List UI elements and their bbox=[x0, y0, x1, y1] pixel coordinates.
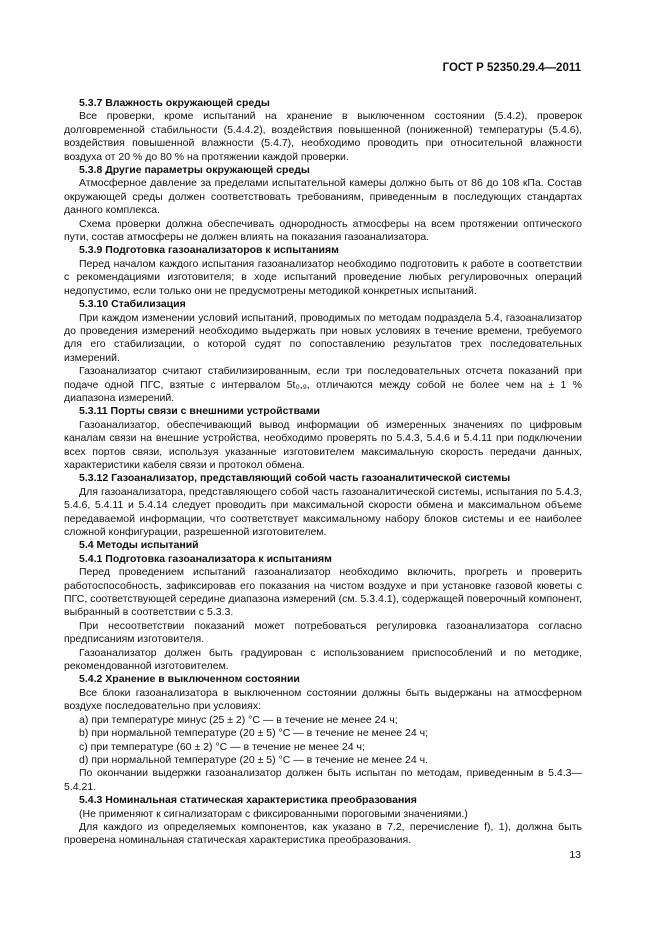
paragraph: Схема проверки должна обеспечивать однородность атмосферы на всем протяжении оптического пути, состав атмосферы не должен влиять на показания газоанализатора. bbox=[64, 217, 582, 244]
section-heading: 5.3.10 Стабилизация bbox=[79, 298, 186, 311]
paragraph: Для газоанализатора, представляющего собой часть газоаналитической системы, испытания по 5.4.3, 5.4.6, 5.4.11 и 5.4.14 следует проводить при максимальной скорости обмена и максимальном объеме передаваемой информации, что соответствует максимальному набору блоков системы и ее наиболее сложной конфигурации, разрешенной изготовителем. bbox=[64, 485, 582, 538]
paragraph: Все проверки, кроме испытаний на хранение в выключенном состоянии (5.4.2), проверок долговременной стабильности (5.4.4.2), воздействия повышенной (пониженной) температуры (5.4.6), воздействия повышенной влажности (5.4.7), необходимо проводить при относительной влажности воздуха от 20 % до 80 % на протяжении каждой проверки. bbox=[64, 110, 582, 163]
paragraph: При каждом изменении условий испытаний, проводимых по методам подраздела 5.4, газоанализатор до проведения измерений необходимо выдержать при новых условиях в течение времени, требуемого для его стабилизации, о которой судят по сопоставлению результатов трех последовательных измерений. bbox=[64, 311, 582, 364]
paragraph: Газоанализатор считают стабилизированным, если три последовательных отсчета показаний при подаче одной ПГС, взятые с интервалом 5t₀,₉, отличаются между собой не более чем на ± 1 % диапазона измерений. bbox=[64, 365, 582, 404]
section-heading: 5.4.2 Хранение в выключенном состоянии bbox=[79, 673, 300, 686]
paragraph: Перед проведением испытаний газоанализатор необходимо включить, прогреть и проверить работоспособность, зафиксировав его показания на чистом воздухе и при установке газовой кюветы с ПГС, соответствующей середине диапазона измерений (см. 5.3.4.1), содержащей поверочный компонент, выбранный в соответствии с 5.3.3. bbox=[64, 566, 582, 619]
section-heading: 5.4 Методы испытаний bbox=[79, 539, 199, 552]
section-heading: 5.4.3 Номинальная статическая характеристика преобразования bbox=[79, 794, 417, 807]
paragraph: (Не применяют к сигнализаторам с фиксированными пороговыми значениями.) bbox=[79, 807, 468, 820]
list-item: c) при температуре (60 ± 2) °C — в течение не менее 24 ч; bbox=[79, 740, 365, 753]
paragraph: Газоанализатор, обеспечивающий вывод информации об измеренных значениях по цифровым каналам связи на внешние устройства, необходимо проверять по 5.4.3, 5.4.6 и 5.4.11 при подключении всех портов связи, используя указанные изготовителем максимальную скорость передачи данных, характеристики кабеля связи и протокол обмена. bbox=[64, 418, 582, 471]
section-heading: 5.3.11 Порты связи с внешними устройствами bbox=[79, 405, 320, 418]
section-heading: 5.3.12 Газоанализатор, представляющий собой часть газоаналитической системы bbox=[79, 472, 511, 485]
section-heading: 5.3.7 Влажность окружающей среды bbox=[79, 97, 270, 109]
paragraph: При несоответствии показаний может потребоваться регулировка газоанализатора согласно предписаниям изготовителя. bbox=[64, 619, 582, 646]
list-item: d) при нормальной температуре (20 ± 5) °C — в течение не менее 24 ч. bbox=[79, 753, 429, 766]
section-heading: 5.3.8 Другие параметры окружающей среды bbox=[79, 164, 310, 177]
paragraph: Все блоки газоанализатора в выключенном состоянии должны быть выдержаны на атмосферном воздухе последовательно при условиях: bbox=[64, 686, 582, 713]
page-number: 13 bbox=[569, 849, 581, 861]
paragraph: Перед началом каждого испытания газоанализатор необходимо подготовить к работе в соответствии с рекомендациями изготовителя; в ходе испытаний проведение любых регулировочных операций недопустимо, если только они не предусмотрены методикой конкретных испытаний. bbox=[64, 257, 582, 297]
list-item: a) при температуре минус (25 ± 2) °C — в течение не менее 24 ч; bbox=[79, 713, 398, 726]
list-item: b) при нормальной температуре (20 ± 5) °C — в течение не менее 24 ч; bbox=[79, 727, 429, 740]
section-heading: 5.3.9 Подготовка газоанализаторов к испытаниям bbox=[79, 244, 339, 257]
paragraph: Для каждого из определяемых компонентов, как указано в 7.2, перечисление f), 1), должна быть проверена номинальная статическая характеристика преобразования. bbox=[64, 820, 582, 847]
document-body bbox=[64, 97, 582, 848]
section-heading: 5.4.1 Подготовка газоанализатора к испытаниям bbox=[79, 552, 332, 565]
paragraph: По окончании выдержки газоанализатор должен быть испытан по методам, приведенным в 5.4.3—5.4.21. bbox=[64, 767, 582, 793]
document-header: ГОСТ Р 52350.29.4—2011 bbox=[442, 62, 581, 74]
paragraph: Газоанализатор должен быть градуирован с использованием приспособлений и по методике, рекомендованной изготовителем. bbox=[64, 646, 582, 673]
paragraph: Атмосферное давление за пределами испытательной камеры должно быть от 86 до 108 кПа. Состав окружающей среды должен соответствовать требованиям, приведенным в последующих стандартах данного комплекса. bbox=[64, 177, 582, 217]
